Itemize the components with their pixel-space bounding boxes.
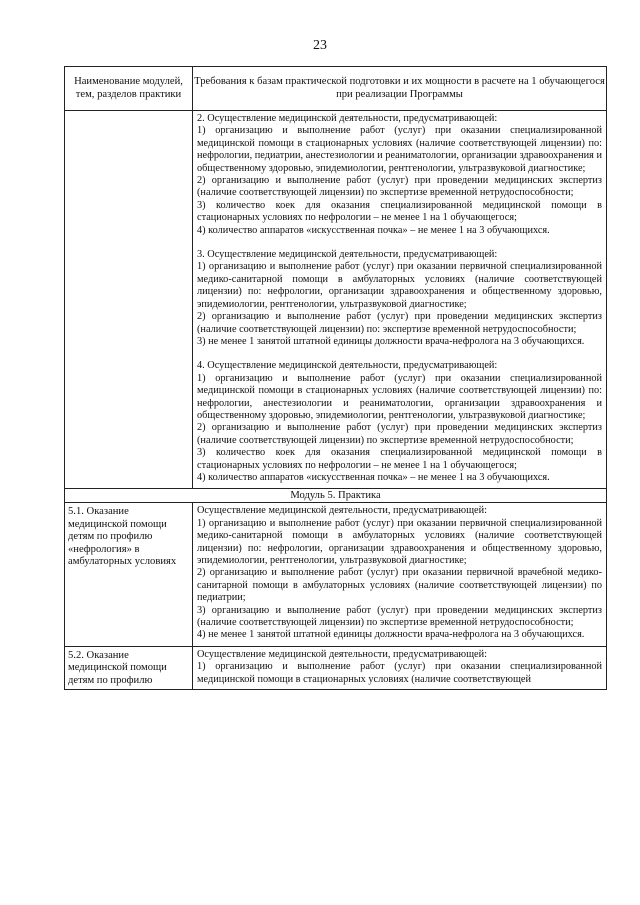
block-intro: 4. Осуществление медицинской деятельности, предусматривающей:	[197, 360, 498, 372]
block-intro: Осуществление медицинской деятельности, предусматривающей:	[197, 648, 487, 660]
table-row	[65, 646, 607, 689]
list-item: 3) количество коек для оказания специализированной медицинской помощи в стационарных условиях по нефрологии – не менее 1 на 1 обучающегося;	[197, 447, 602, 471]
list-item: 2) организацию и выполнение работ (услуг) при оказании первичной врачебной медико-санитарной помощи в амбулаторных условиях (наличие соответствующей лицензии) по педиатрии;	[197, 567, 602, 604]
requirement-block-3	[193, 247, 606, 352]
list-item: 4) не менее 1 занятой штатной единицы должности врача-нефролога на 3 обучающихся.	[197, 629, 585, 641]
list-item: 1) организацию и выполнение работ (услуг) при оказании первичной специализированной медико-санитарной помощи в амбулаторных условиях (наличие соответствующей лицензии) по: нефрологии, организации здравоохранения и общественному здоровью, эпидемиологии, рентгенологии, ультразвуковой диагностике;	[197, 517, 602, 566]
list-item: 1) организацию и выполнение работ (услуг) при оказании специализированной медицинской помощи в стационарных условиях (наличие соответствующей лицензии) по: нефрологии, педиатрии, анестезиологии и реаниматологии, организации здравоохранения и общественному здоровью, эпидемиологии, рентгенологии, ультразвуковой диагностике;	[197, 125, 602, 174]
header-col-modules: Наименование модулей, тем, разделов практики	[65, 67, 193, 111]
empty-cell	[65, 111, 193, 489]
requirements-table	[64, 66, 607, 690]
requirements-cell	[193, 111, 607, 489]
block-intro: Осуществление медицинской деятельности, предусматривающей:	[197, 505, 487, 517]
page-number: 23	[313, 38, 327, 53]
table-row	[65, 503, 607, 646]
list-item: 2) организацию и выполнение работ (услуг) при проведении медицинских экспертиз (наличие соответствующей лицензии) по экспертизе временной нетрудоспособности;	[197, 422, 602, 446]
requirements-cell	[193, 646, 607, 689]
list-item: 1) организацию и выполнение работ (услуг) при оказании специализированной медицинской помощи в стационарных условиях (наличие соответствующей лицензии) по: нефрологии, анестезиологии и реаниматологии, организации здравоохранения и общественному здоровью, эпидемиологии, рентгенологии, ультразвуковой диагностике;	[197, 372, 602, 421]
list-item: 2) организацию и выполнение работ (услуг) при проведении медицинских экспертиз (наличие соответствующей лицензии) по: экспертизе временной нетрудоспособности;	[197, 311, 602, 335]
list-item: 3) не менее 1 занятой штатной единицы должности врача-нефролога на 3 обучающихся.	[197, 335, 585, 347]
requirement-block-5-1	[193, 503, 606, 645]
header-col-requirements: Требования к базам практической подготовки и их мощности в расчете на 1 обучающегося при реализации Программы	[193, 67, 607, 111]
requirement-block-5-2	[193, 647, 606, 686]
table-row	[65, 111, 607, 489]
requirements-cell	[193, 503, 607, 646]
module-title-row	[65, 489, 607, 503]
list-item: 1) организацию и выполнение работ (услуг) при оказании специализированной медицинской помощи в стационарных условиях (наличие соответствующей	[197, 661, 602, 685]
list-item: 4) количество аппаратов «искусственная почка» – не менее 1 на 3 обучающихся.	[197, 224, 550, 236]
row-label-5-1: 5.1. Оказание медицинской помощи детям по профилю «нефрология» в амбулаторных условиях	[65, 503, 193, 646]
row-label-5-2: 5.2. Оказание медицинской помощи детям по профилю	[65, 646, 193, 689]
list-item: 3) организацию и выполнение работ (услуг) при проведении медицинских экспертиз (наличие соответствующей лицензии) по экспертизе временной нетрудоспособности;	[197, 604, 602, 629]
list-item: 1) организацию и выполнение работ (услуг) при оказании первичной специализированной медико-санитарной помощи в амбулаторных условиях (наличие соответствующей лицензии) по: нефрологии, организации здравоохранения и общественному здоровью, эпидемиологии, рентгенологии, ультразвуковой диагностике;	[197, 261, 602, 310]
module-title: Модуль 5. Практика	[65, 489, 607, 503]
table-header-row	[65, 67, 607, 111]
list-item: 2) организацию и выполнение работ (услуг) при проведении медицинских экспертиз (наличие соответствующей лицензии) по экспертизе временной нетрудоспособности;	[197, 175, 602, 199]
requirement-block-2	[193, 111, 606, 241]
list-item: 3) количество коек для оказания специализированной медицинской помощи в стационарных условиях по нефрологии – не менее 1 на 1 обучающегося;	[197, 199, 602, 224]
requirement-block-4	[193, 358, 606, 488]
block-intro: 2. Осуществление медицинской деятельности, предусматривающей:	[197, 113, 498, 124]
block-intro: 3. Осуществление медицинской деятельности, предусматривающей:	[197, 249, 498, 261]
list-item: 4) количество аппаратов «искусственная почка» – не менее 1 на 3 обучающихся.	[197, 471, 550, 483]
